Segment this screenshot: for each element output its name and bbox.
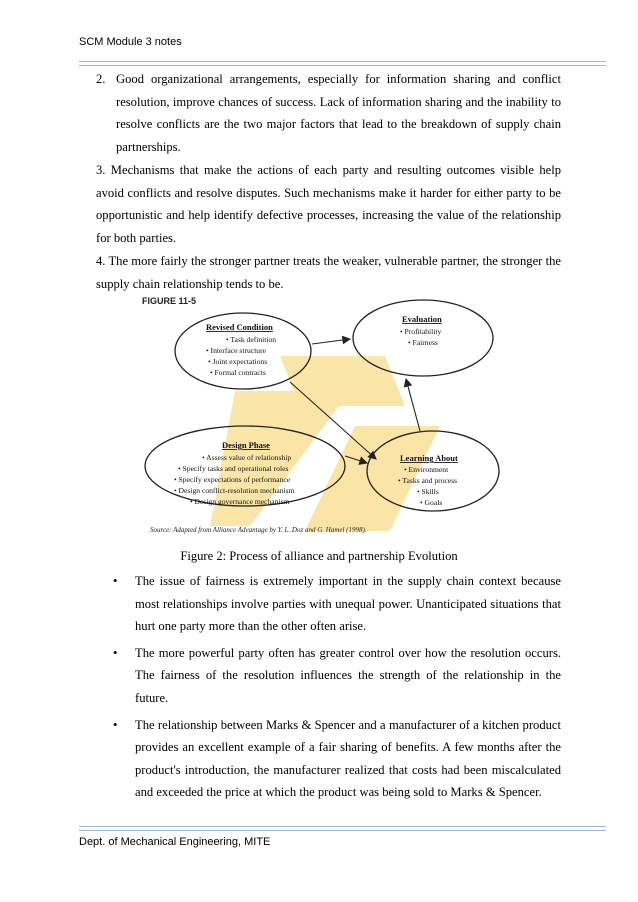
revised-item-2: • Interface structure (206, 346, 266, 355)
bullet-icon: • (113, 574, 118, 588)
figure-label: FIGURE 11-5 (142, 296, 197, 306)
paragraph-4: 4. The more fairly the stronger partner treats the weaker, vulnerable partner, the stronger the supply chain relationship tends to be. (96, 254, 561, 291)
design-item-4: • Design conflict-resolution mechanism (174, 486, 295, 495)
learning-about-title: Learning About (400, 453, 458, 463)
alliance-evolution-figure (140, 296, 510, 541)
revised-item-3: • Joint expectations (208, 357, 268, 366)
design-item-3: • Specify expectations of performance (174, 475, 291, 484)
learning-item-4: • Goals (420, 498, 443, 507)
evaluation-item-2: • Fairness (408, 338, 438, 347)
bullet-text: The issue of fairness is extremely important in the supply chain context because most relationships involve parties with unequal power. Unanticipated situations that hurt one party more than the other often arise. (135, 574, 561, 634)
learning-item-2: • Tasks and process (398, 476, 458, 485)
bullet-list (113, 570, 561, 808)
list-item-text: Good organizational arrangements, especially for information sharing and conflict resolution, improve chances of success. Lack of information sharing and the inability to resolve conflicts are the two major factors that lead to the breakdown of supply chain partnerships. (116, 72, 561, 154)
list-number: 2. (96, 72, 106, 86)
paragraph-3: 3. Mechanisms that make the actions of each party and resulting outcomes visible help avoid conflicts and resolve disputes. Such mechanisms make it harder for either party to be opportunistic and help identify defective processes, increasing the value of the relationship for both parties. (96, 163, 561, 245)
arrow-evaluation-to-revised (312, 339, 350, 344)
design-phase-title: Design Phase (222, 440, 270, 450)
evaluation-item-1: • Profitability (400, 327, 442, 336)
design-item-2: • Specify tasks and operational roles (178, 464, 289, 473)
header-rule (79, 61, 606, 66)
revised-item-1: • Task definition (226, 335, 277, 344)
design-item-1: • Assess value of relationship (202, 453, 292, 462)
revised-item-4: • Formal contracts (210, 368, 266, 377)
page-header: SCM Module 3 notes (79, 36, 182, 48)
page-footer: Dept. of Mechanical Engineering, MITE (79, 836, 271, 848)
revised-condition-title: Revised Condition (206, 322, 273, 332)
list-item (113, 714, 561, 804)
bullet-text: The more powerful party often has greater control over how the resolution occurs. The fairness of the resolution influences the strength of the relationship in the future. (135, 645, 561, 705)
bullet-icon: • (113, 645, 118, 660)
footer-rule (79, 826, 606, 831)
list-item-2 (96, 68, 561, 158)
learning-item-3: • Skills (417, 487, 439, 496)
learning-item-1: • Environment (404, 465, 449, 474)
list-item (113, 642, 561, 710)
bullet-text: The relationship between Marks & Spencer and a manufacturer of a kitchen product provides an excellent example of a fair sharing of benefits. A few months after the product's introduction, the manufacturer realized that costs had been miscalculated and exceeded the price at which the product was being sold to Marks & Spencer. (135, 717, 561, 800)
evaluation-title: Evaluation (402, 314, 442, 324)
figure-source: Source: Adapted from Alliance Advantage by Y. L. Doz and G. Hamel (1998). (150, 526, 367, 534)
bullet-icon: • (113, 717, 118, 732)
figure-caption: Figure 2: Process of alliance and partnership Evolution (180, 549, 458, 563)
arrow-learning-to-evaluation (406, 379, 420, 431)
list-item (113, 570, 561, 638)
design-item-5: • Design governance mechanism (190, 497, 290, 506)
